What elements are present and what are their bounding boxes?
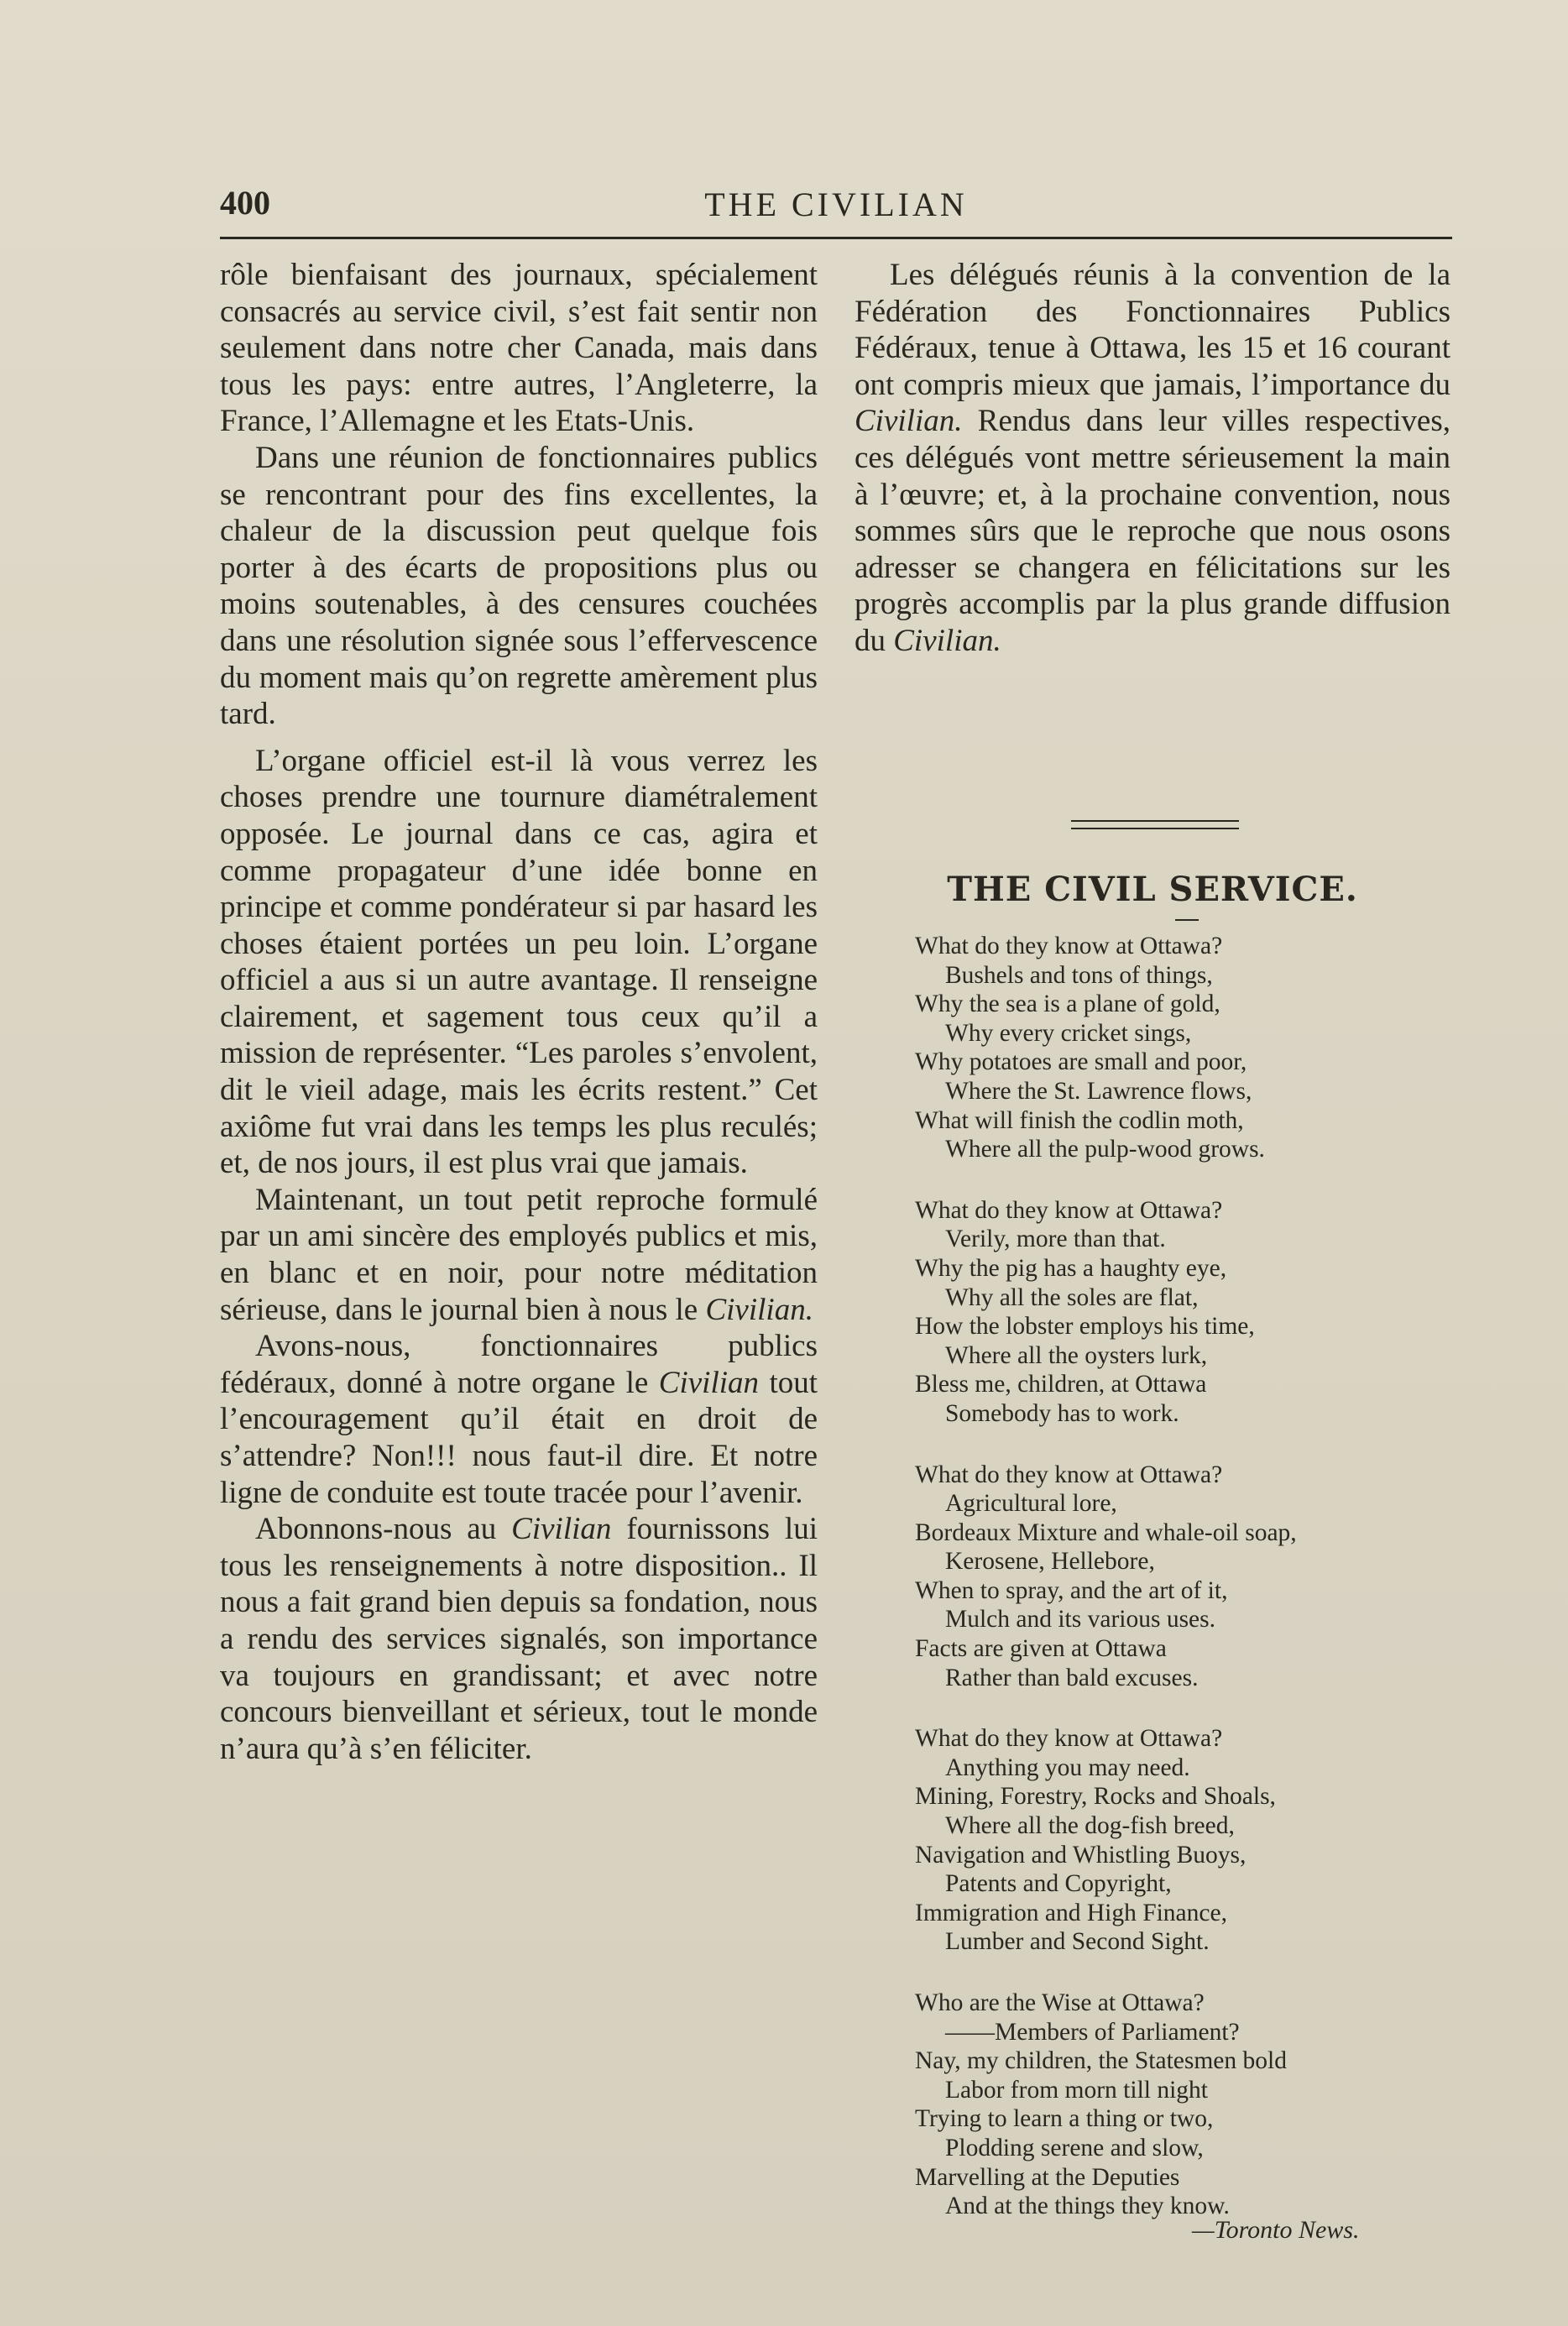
page-number: 400 (220, 184, 270, 222)
left-paragraph-6-rest: fournissons lui tous les renseignements à notre disposition.. Il nous a fait grand bien depuis sa fondation, nous a rendu des services signalés, son importance va toujours en grandissant; et avec notre concours bienveillant et sérieux, tout le monde n’aura qu’à s’en féliciter. (220, 1512, 818, 1766)
poem-stanza (915, 1989, 1452, 2221)
poem-line: Where all the oysters lurk, (945, 1341, 1208, 1369)
poem-line: Navigation and Whistling Buoys, (915, 1841, 1247, 1869)
civilian-ref-1: Civilian. (705, 1292, 813, 1327)
left-paragraph-5-text: Avons-nous, fonctionnaires publics fédéraux, donné à notre organe le (220, 1329, 818, 1400)
poem-line: Anything you may need. (945, 1754, 1190, 1781)
poem-line: Why potatoes are small and poor, (915, 1048, 1247, 1076)
right-paragraph-1 (855, 257, 1450, 660)
poem-title: THE CIVIL SERVICE. (947, 870, 1358, 909)
poem-line: Why all the soles are flat, (945, 1283, 1199, 1311)
poem-title-dash (1175, 919, 1199, 921)
poem-line: When to spray, and the art of it, (915, 1576, 1228, 1604)
poem-line: What will finish the codlin moth, (915, 1106, 1244, 1134)
poem-line: Lumber and Second Sight. (945, 1928, 1210, 1956)
left-paragraph-1: rôle bienfaisant des journaux, spécialement consacrés au service civil, s’est fait sentir non seulement dans notre cher Canada, mais dans tous les pays: entre autres, l’Angleterre, la France, l’Allemagne et les Etats-Unis. (220, 258, 818, 439)
civilian-ref-5: Civilian. (893, 623, 1001, 658)
poem-line: What do they know at Ottawa? (915, 1461, 1223, 1488)
poem-line: What do they know at Ottawa? (915, 1196, 1223, 1224)
civilian-ref-2: Civilian (658, 1365, 760, 1400)
left-paragraph-4 (220, 1182, 818, 1328)
poem-stanza (915, 1196, 1452, 1429)
right-paragraph-1-text: Les délégués réunis à la convention de la Fédération des Fonctionnaires Publics Fédéraux, tenue à Ottawa, les 15 et 16 courant ont compris mieux que jamais, l’importance du (855, 258, 1450, 402)
poem-stanza (915, 1724, 1452, 1957)
poem-line: Immigration and High Finance, (915, 1899, 1227, 1926)
poem-line: Marvelling at the Deputies (915, 2163, 1180, 2191)
header-rule (220, 237, 1452, 239)
running-title: THE CIVILIAN (704, 186, 968, 223)
right-column (855, 257, 1450, 660)
poem (915, 932, 1452, 2253)
poem-line: Bushels and tons of things, (945, 961, 1213, 989)
poem-line: Bless me, children, at Ottawa (915, 1371, 1207, 1398)
poem-line: Who are the Wise at Ottawa? (915, 1989, 1205, 2016)
poem-line: Nay, my children, the Statesmen bold (915, 2047, 1287, 2075)
poem-line: Why the pig has a haughty eye, (915, 1254, 1227, 1282)
poem-line: Facts are given at Ottawa (915, 1635, 1167, 1663)
poem-line: Mining, Forestry, Rocks and Shoals, (915, 1783, 1276, 1811)
poem-line: Where the St. Lawrence flows, (945, 1077, 1252, 1105)
poem-line: How the lobster employs his time, (915, 1313, 1255, 1341)
left-paragraph-5-rest: tout l’encouragement qu’il était en droit de s’attendre? Non!!! nous faut-il dire. Et notre ligne de conduite est toute tracée pour l’avenir. (220, 1365, 818, 1510)
right-paragraph-1-rest: Rendus dans leur villes respectives, ces délégués vont mettre sérieusement la main à l’œuvre; et, à la prochaine convention, nous sommes sûrs que le reproche que nous osons adresser se changera en félicitations sur les progrès accomplis par la plus grande diffusion du (855, 404, 1451, 658)
poem-line: Mulch and its various uses. (945, 1606, 1216, 1633)
left-paragraph-4-text: Maintenant, un tout petit reproche formulé par un ami sincère des employés publics et mis, en blanc et en noir, pour notre méditation sérieuse, dans le journal bien à nous le (220, 1182, 818, 1327)
poem-line: Agricultural lore, (945, 1490, 1117, 1518)
poem-attribution: — Toronto News. (1192, 2216, 1360, 2245)
poem-line: What do they know at Ottawa? (915, 1725, 1223, 1753)
page-header (220, 183, 1452, 233)
poem-line: Bordeaux Mixture and whale-oil soap, (915, 1518, 1297, 1546)
poem-line: Somebody has to work. (945, 1399, 1179, 1427)
poem-stanza (915, 932, 1452, 1164)
poem-line: ——Members of Parliament? (945, 2018, 1240, 2046)
poem-line: Plodding serene and slow, (945, 2134, 1204, 2161)
poem-line: Why every cricket sings, (945, 1019, 1192, 1047)
left-paragraph-3: L’organe officiel est-il là vous verrez les choses prendre une tournure diamétralement opposée. Le journal dans ce cas, agira et comme propagateur d’une idée bonne en principe et comme pondérateur si par hasard les choses étaient portées un peu loin. L’organe officiel a aus si un autre avantage. Il renseigne clairement, et sagement tous ceux qu’il a mission de représenter. “Les paroles s’envolent, dit le vieil adage, mais les écrits restent.” Cet axiôme fut vrai dans les temps les plus reculés; et, de nos jours, il est plus vrai que jamais. (220, 743, 818, 1181)
left-paragraph-2: Dans une réunion de fonctionnaires publics se rencontrant pour des fins excellentes, la chaleur de la discussion peut quelque fois porter à des écarts de propositions plus ou moins soutenables, à des censures couchées dans une résolution signée sous l’effervescence du moment mais qu’on regrette amèrement plus tard. (220, 440, 818, 732)
left-column (220, 257, 818, 1767)
poem-line: What do they know at Ottawa? (915, 933, 1223, 959)
poem-line: Where all the dog-fish breed, (945, 1812, 1235, 1840)
left-paragraph-6-text: Abonnons-nous au (255, 1512, 497, 1547)
poem-line: Kerosene, Hellebore, (945, 1548, 1155, 1576)
poem-line: And at the things they know. (945, 2193, 1230, 2220)
civilian-ref-4: Civilian. (855, 404, 963, 439)
poem-line: Verily, more than that. (945, 1226, 1166, 1253)
poem-line: Rather than bald excuses. (945, 1664, 1199, 1691)
poem-line: Patents and Copyright, (945, 1870, 1172, 1898)
poem-line: Trying to learn a thing or two, (915, 2105, 1214, 2133)
poem-line: Labor from morn till night (945, 2076, 1208, 2104)
poem-line: Why the sea is a plane of gold, (915, 991, 1220, 1018)
civilian-ref-3: Civilian (511, 1512, 612, 1547)
left-paragraph-6 (220, 1511, 818, 1767)
section-separator (1071, 820, 1239, 829)
left-paragraph-5 (220, 1328, 818, 1511)
poem-line: Where all the pulp-wood grows. (945, 1136, 1265, 1163)
poem-stanza (915, 1461, 1452, 1693)
